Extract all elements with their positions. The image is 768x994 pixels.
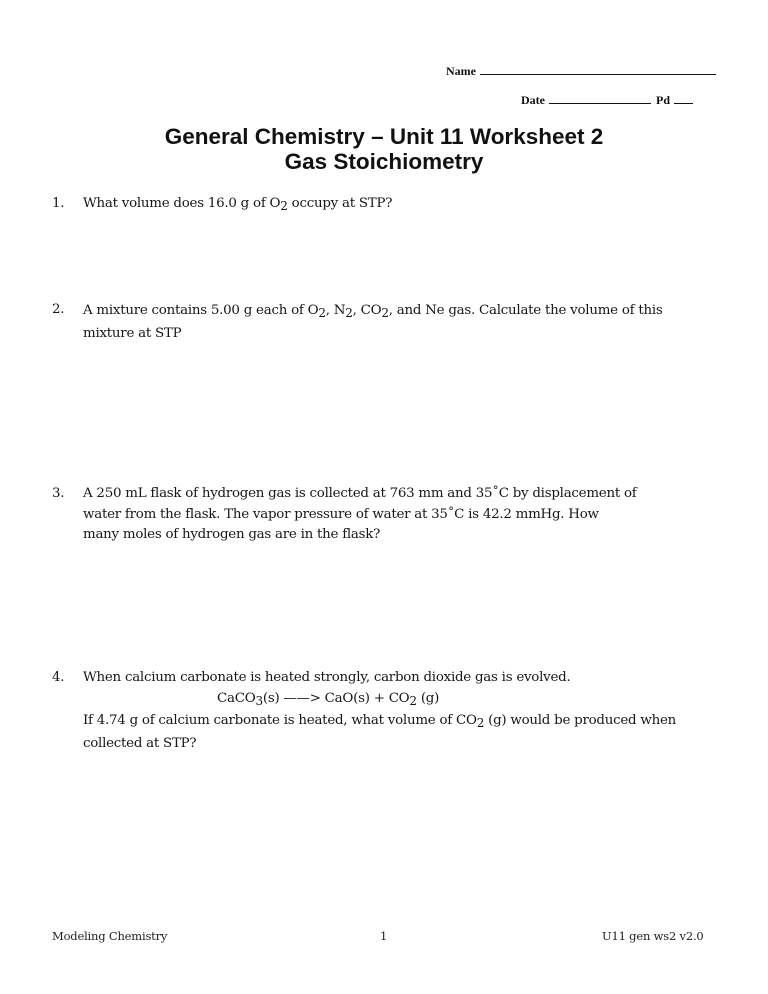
question-number: 1.: [52, 196, 65, 211]
page-number: 1: [380, 929, 388, 943]
question-number: 4.: [52, 670, 65, 685]
question-4: [52, 668, 712, 755]
question-1: [52, 193, 712, 215]
worksheet-subtitle: Gas Stoichiometry: [284, 149, 484, 174]
chemical-equation: CaCO$_3$(s) ——> $CaO(s) + CO_2$ (g): [217, 690, 440, 708]
question-3: [52, 484, 712, 546]
date-period-field: [521, 93, 693, 108]
name-label: Name: [446, 64, 476, 78]
question-text: A mixture contains 5.00 g each of $O_2$, $N_2$, $CO_2$, and Ne gas. Calculate the volume of this mixture at STP: [83, 303, 663, 341]
question-number: 2.: [52, 302, 65, 317]
question-text: When calcium carbonate is heated strongly, carbon dioxide gas is evolved. CaCO$_3$(s) ——> $CaO(s) + CO_2$ (g) If 4.74 g of calcium carbonate is heated, what volume of $CO_2$ (g) would be produced when collected at STP?: [83, 668, 712, 755]
date-blank-line[interactable]: [549, 93, 651, 104]
question-text: What volume does 16.0 g of $O_2$ occupy at STP?: [83, 196, 393, 213]
footer-right: U11 gen ws2 v2.0: [602, 929, 704, 943]
date-label: Date: [521, 93, 545, 107]
period-blank-line[interactable]: [674, 93, 693, 104]
footer-left: Modeling Chemistry: [52, 929, 168, 943]
question-text: A 250 mL flask of hydrogen gas is collected at 763 mm and 35˚C by displacement of water from the flask. The vapor pressure of water at 35˚C is 42.2 mmHg. How many moles of hydrogen gas are in the flask?: [83, 486, 637, 542]
question-number: 3.: [52, 486, 65, 501]
question-prompt: If 4.74 g of calcium carbonate is heated, what volume of $CO_2$ (g) would be produced when collected at STP?: [83, 712, 677, 751]
name-field: [446, 64, 716, 79]
period-label: Pd: [656, 93, 671, 107]
name-blank-line[interactable]: [480, 64, 716, 75]
question-2: [52, 299, 712, 345]
worksheet-title: General Chemistry – Unit 11 Worksheet 2: [164, 124, 604, 149]
